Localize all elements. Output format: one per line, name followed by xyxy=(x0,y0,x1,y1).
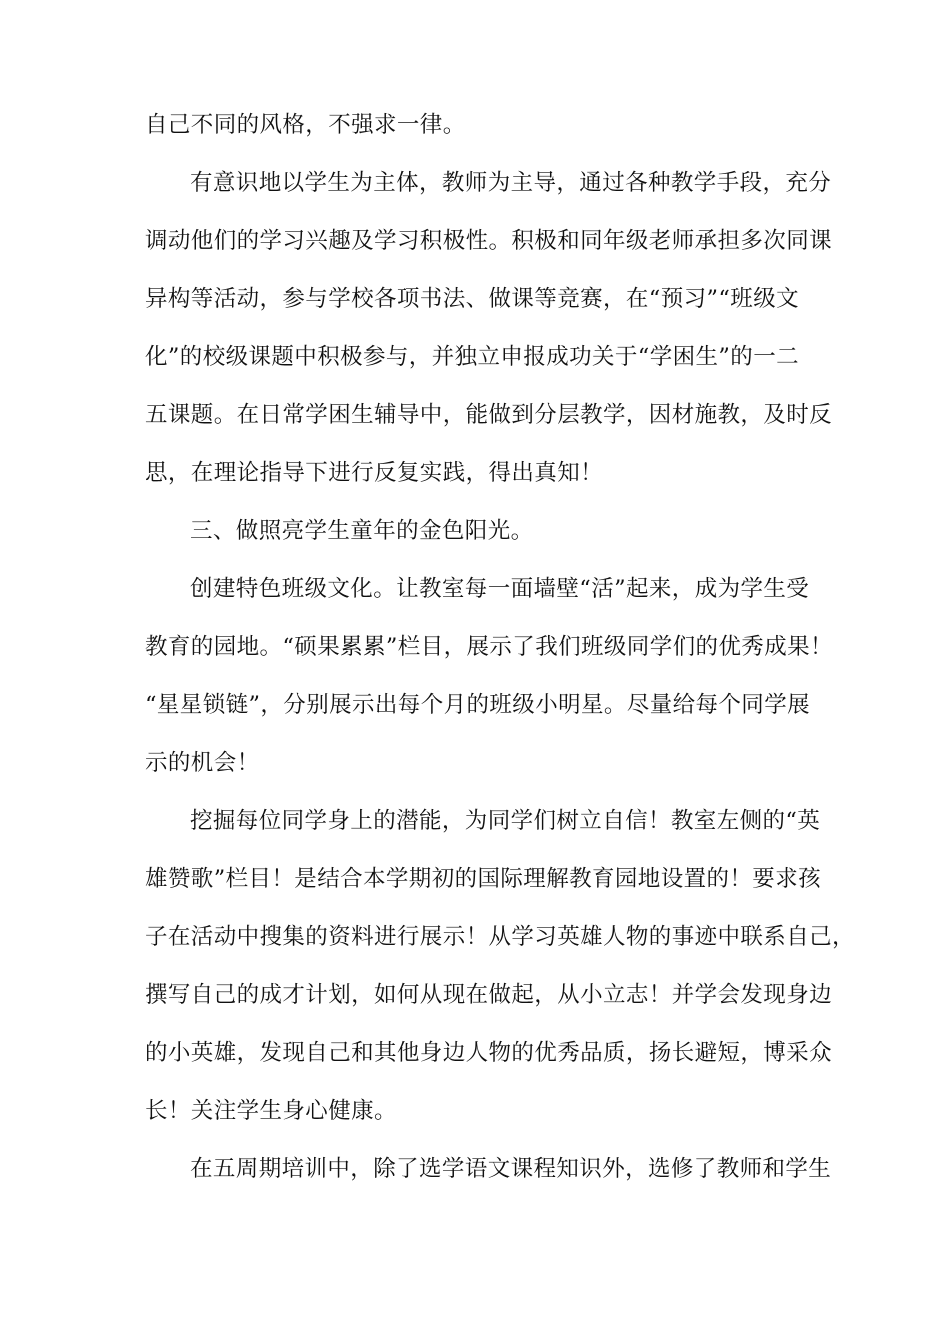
text-line: 思，在理论指导下进行反复实践，得出真知！ xyxy=(145,460,604,486)
text-line: 雄赞歌”栏目！是结合本学期初的国际理解教育园地设置的！要求孩 xyxy=(145,866,822,892)
text-line: 的小英雄，发现自己和其他身边人物的优秀品质，扬长避短，博采众 xyxy=(145,1040,833,1066)
text-line: 教育的园地。“硕果累累”栏目，展示了我们班级同学们的优秀成果！ xyxy=(145,634,833,660)
paragraph-start-line: 在五周期培训中，除了选学语文课程知识外，选修了教师和学生 xyxy=(190,1156,832,1182)
paragraph-start-line: 挖掘每位同学身上的潜能，为同学们树立自信！教室左侧的“英 xyxy=(190,808,821,834)
paragraph-start-line: 有意识地以学生为主体，教师为主导，通过各种教学手段，充分 xyxy=(190,170,832,196)
text-line: 调动他们的学习兴趣及学习积极性。积极和同年级老师承担多次同课 xyxy=(145,228,833,254)
text-line: 异构等活动，参与学校各项书法、做课等竞赛，在“预习”“班级文 xyxy=(145,286,800,312)
text-line: 化”的校级课题中积极参与，并独立申报成功关于“学困生”的一二 xyxy=(145,344,800,370)
text-line: 长！关注学生身心健康。 xyxy=(145,1098,397,1124)
text-line: 撰写自己的成才计划，如何从现在做起，从小立志！并学会发现身边 xyxy=(145,982,833,1008)
text-line: 示的机会！ xyxy=(145,750,260,776)
text-line: 子在活动中搜集的资料进行展示！从学习英雄人物的事迹中联系自己， xyxy=(145,924,855,950)
text-line: 五课题。在日常学困生辅导中，能做到分层教学，因材施教，及时反 xyxy=(145,402,833,428)
section-heading: 三、做照亮学生童年的金色阳光。 xyxy=(190,518,534,544)
text-line: 自己不同的风格，不强求一律。 xyxy=(145,112,466,138)
paragraph-start-line: 创建特色班级文化。让教室每一面墙壁“活”起来，成为学生受 xyxy=(190,576,810,602)
text-line: “星星锁链”，分别展示出每个月的班级小明星。尽量给每个同学展 xyxy=(145,692,811,718)
